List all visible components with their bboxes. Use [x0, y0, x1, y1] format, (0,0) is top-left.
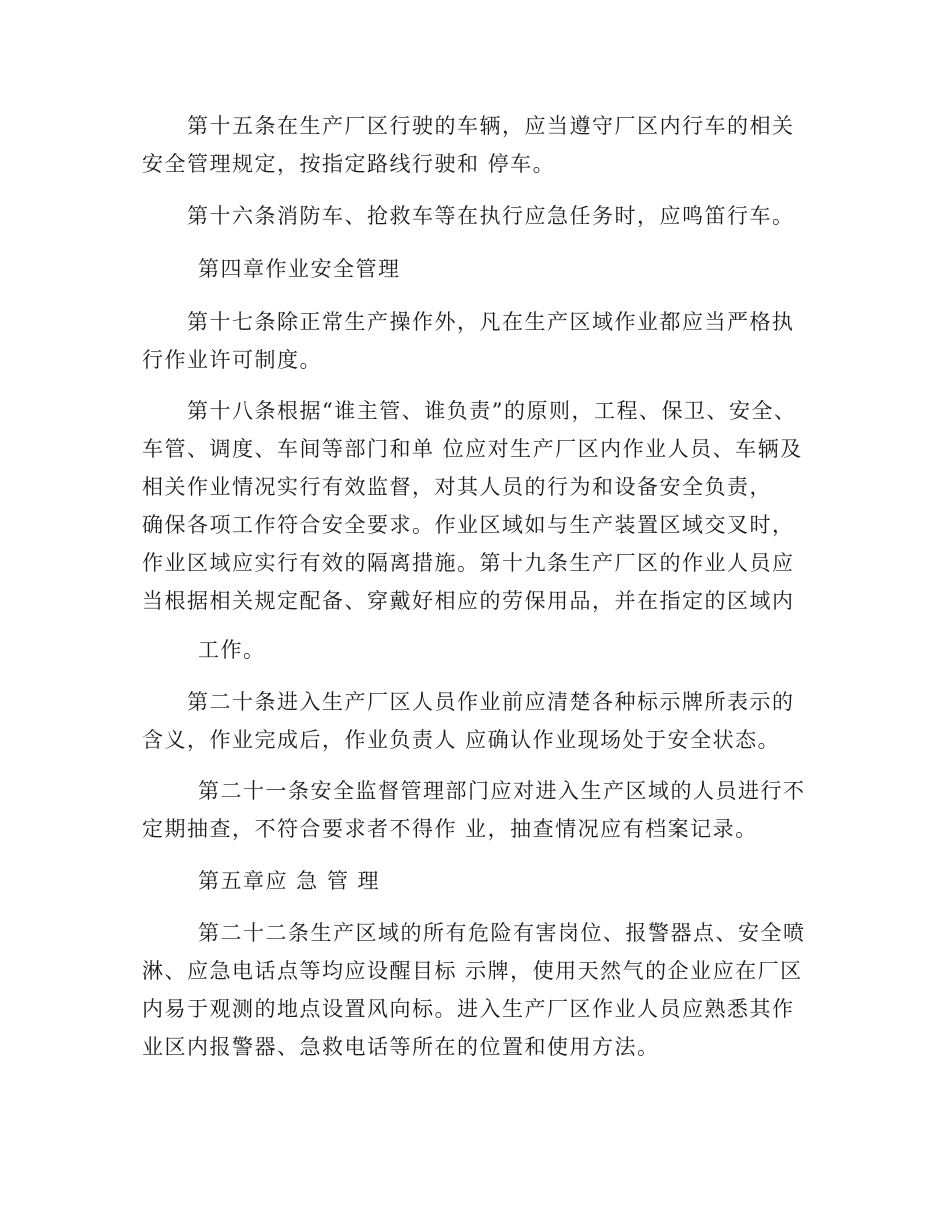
article-18-19-paragraph: 第十八条根据“谁主管、谁负责”的原则，工程、保卫、安全、车管、调度、车间等部门和单 位应对生产厂区内作业人员、车辆及相关作业情况实行有效监督，对其人员的行为和设备安全负责， 确保各项工作符合安全要求。作业区域如与生产装置区域交叉时，作业区域应实行有效的隔离措施。第十九条生产厂区的作业人员应当根据相关规定配备、穿戴好相应的劳保用品，并在指定的区域内: [142, 399, 803, 613]
article-17-paragraph: 第十七条除正常生产操作外，凡在生产区域作业都应当严格执行作业许可制度。: [142, 310, 795, 372]
work-line: 工作。: [198, 638, 266, 662]
article-16-paragraph: 第十六条消防车、抢救车等在执行应急任务时，应鸣笛行车。: [187, 204, 795, 228]
article-15-paragraph: 第十五条在生产厂区行驶的车辆，应当遵守厂区内行车的相关安全管理规定，按指定路线行驶和 停车。: [142, 114, 795, 176]
chapter-4-heading: 第四章作业安全管理: [198, 257, 401, 281]
article-22-paragraph: 第二十二条生产区域的所有危险有害岗位、报警器点、安全喷淋、应急电话点等均应设醒目标 示牌，使用天然气的企业应在厂区内易于观测的地点设置风向标。进入生产厂区作业人员应熟悉其作 业区内报警器、急救电话等所在的位置和使用方法。: [142, 921, 806, 1059]
chapter-5-heading: 第五章应 急 管 理: [198, 869, 381, 893]
article-21-paragraph: 第二十一条安全监督管理部门应对进入生产区域的人员进行不定期抽查，不符合要求者不得作 业，抽查情况应有档案记录。: [142, 779, 806, 841]
article-20-paragraph: 第二十条进入生产厂区人员作业前应清楚各种标示牌所表示的含义，作业完成后，作业负责人 应确认作业现场处于安全状态。: [142, 690, 795, 752]
